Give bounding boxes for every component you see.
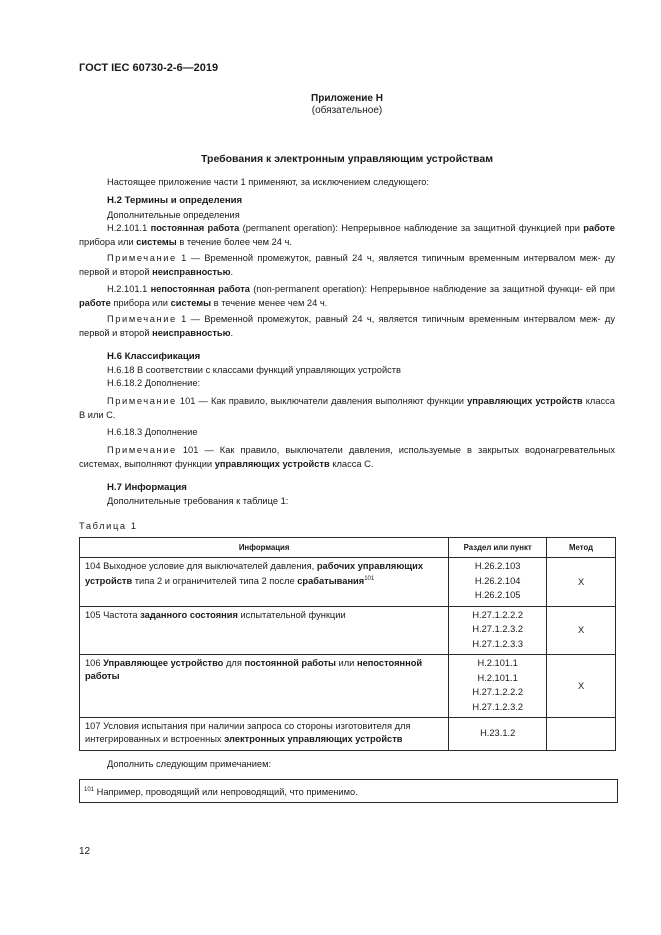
footnote-text: Например, проводящий или непроводящий, что применимо. <box>96 787 358 798</box>
document-title: Требования к электронным управляющим устройствам <box>201 153 493 165</box>
section-heading-h7: Н.7 Информация <box>107 482 187 493</box>
annex-subtitle: (обязательное) <box>311 105 383 116</box>
table-row <box>80 718 616 751</box>
cell-method <box>547 718 616 751</box>
cell-info: 107 Условия испытания при наличии запроса со стороны изготовителя для интегрированных и встроенных электронных управляющих устройств <box>80 718 449 751</box>
after-table-text: Дополнить следующим примечанием: <box>107 759 272 769</box>
section-heading-h2: Н.2 Термины и определения <box>107 195 243 206</box>
cell-method: X <box>547 655 616 718</box>
cell-refs: Н.23.1.2 <box>449 718 547 751</box>
cell-refs: Н.2.101.1 Н.2.101.1 Н.27.1.2.2.2 Н.27.1.2.3.2 <box>449 655 547 718</box>
h7-line: Дополнительные требования к таблице 1: <box>107 496 289 506</box>
cell-method: X <box>547 606 616 655</box>
note-101-a: Примечание 101 — Как правило, выключатели давления выполняют функции управляющих устройств класса В или С. <box>79 396 615 420</box>
h6-18-line: Н.6.18 В соответствии с классами функций управляющих устройств <box>107 365 401 375</box>
footnote-marker: 101 <box>84 787 95 793</box>
cell-info: 104 Выходное условие для выключателей давления, рабочих управляющих устройств типа 2 и ограничителей типа 2 после срабатывания$^{101}$ <box>80 558 449 607</box>
header-method: Метод <box>547 538 616 558</box>
table-row <box>80 655 616 718</box>
section-heading-h6: Н.6 Классификация <box>107 351 201 362</box>
h6-18-2-line: Н.6.18.2 Дополнение: <box>107 378 201 388</box>
page-number: 12 <box>79 846 91 857</box>
note-2: Примечание 1 — Временной промежуток, равный 24 ч, является типичным временным интервалом меж- ду первой и второй неисправностью. <box>79 314 615 338</box>
header-information: Информация <box>80 538 449 558</box>
note-1: Примечание 1 — Временной промежуток, равный 24 ч, является типичным временным интервалом меж- ду первой и второй неисправностью. <box>79 253 615 277</box>
footnote-box <box>79 779 618 803</box>
table-row <box>80 606 616 655</box>
extra-definitions-label: Дополнительные определения <box>107 210 240 220</box>
table-caption: Таблица 1 <box>79 521 138 531</box>
header-section: Раздел или пункт <box>449 538 547 558</box>
definition-non-permanent-operation: Н.2.101.1 непостоянная работа (non-permanent operation): Непрерывное наблюдение за защитной функци- ей при работе прибора или системы в течение менее чем 24 ч. <box>79 284 615 308</box>
h6-18-3-line: Н.6.18.3 Дополнение <box>107 427 198 437</box>
document-header: ГОСТ IEC 60730-2-6—2019 <box>79 62 219 74</box>
cell-info: 106 Управляющее устройство для постоянной работы или непостоянной работы <box>80 655 449 718</box>
note-101-b: Примечание 101 — Как правило, выключатели давления, используемые в закрытых водонагревательных системах, выполняют функции управляющих устройств класса С. <box>79 445 615 469</box>
cell-refs: Н.27.1.2.2.2 Н.27.1.2.3.2 Н.27.1.2.3.3 <box>449 606 547 655</box>
cell-method: X <box>547 558 616 607</box>
definition-permanent-operation: Н.2.101.1 постоянная работа (permanent operation): Непрерывное наблюдение за защитной функцией при работе прибора или системы в течение более чем 24 ч. <box>79 223 615 247</box>
table-row <box>80 558 616 607</box>
annex-title: Приложение Н <box>311 93 383 104</box>
cell-info: 105 Частота заданного состояния испытательной функции <box>80 606 449 655</box>
requirements-table <box>79 537 616 751</box>
table-header-row <box>80 538 616 558</box>
cell-refs: Н.26.2.103 Н.26.2.104 Н.26.2.105 <box>449 558 547 607</box>
intro-paragraph: Настоящее приложение части 1 применяют, за исключением следующего: <box>107 177 430 187</box>
